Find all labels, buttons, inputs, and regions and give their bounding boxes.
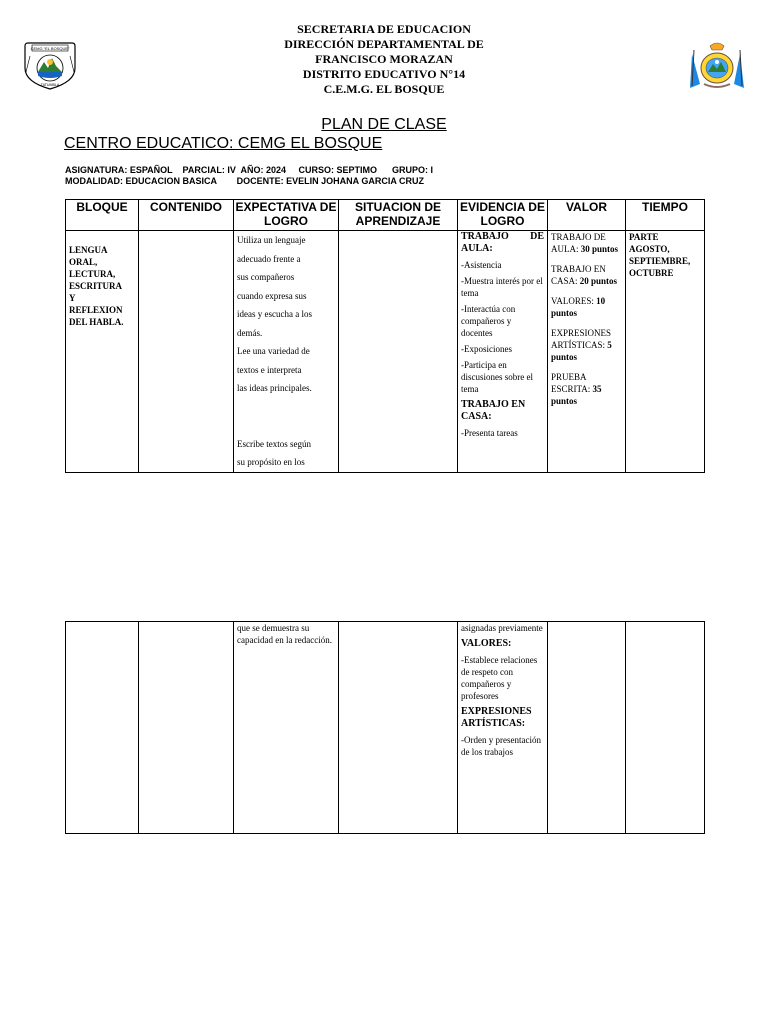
cell-evidencia: [458, 622, 548, 834]
header-evidencia: EVIDENCIA DE LOGRO: [458, 200, 548, 231]
evidencia-item: asignadas previamente: [461, 623, 543, 633]
evidencia-casa-heading: TRABAJO EN CASA:: [461, 399, 526, 422]
tiempo-line: SEPTIEMBRE,: [629, 256, 691, 266]
valor-item: [551, 263, 622, 287]
cell-situacion: [339, 231, 458, 473]
evidencia-item: -Interactúa con compañeros y docentes: [461, 304, 516, 338]
plan-title: PLAN DE CLASE: [321, 116, 447, 133]
header-tiempo: TIEMPO: [626, 200, 705, 231]
valor-points: 5 puntos: [551, 340, 612, 362]
cell-valor: [548, 231, 626, 473]
header-line: C.E.M.G. EL BOSQUE: [323, 82, 445, 96]
header-line: DIRECCIÓN DEPARTAMENTAL DE: [284, 37, 484, 51]
bloque-line: LENGUA: [69, 245, 108, 255]
header-situacion: SITUACION DE APRENDIZAJE: [339, 200, 458, 231]
evidencia-item: -Asistencia: [461, 260, 502, 270]
expectativa-text: que se demuestra su capacidad en la redacción.: [237, 623, 332, 645]
bloque-line: REFLEXION: [69, 305, 123, 315]
header-valor: VALOR: [548, 200, 626, 231]
center-title: CENTRO EDUCATICO: CEMG EL BOSQUE: [64, 135, 383, 152]
header-contenido: CONTENIDO: [139, 200, 234, 231]
cell-bloque: [66, 231, 139, 473]
header-expectativa: EXPECTATIVA DE LOGRO: [234, 200, 339, 231]
evidencia-expresiones-heading: EXPRESIONES ARTÍSTICAS:: [461, 706, 532, 729]
header-line: DISTRITO EDUCATIVO N°14: [302, 67, 466, 81]
valor-points: 10 puntos: [551, 296, 606, 318]
expectativa-line: Lee una variedad de: [237, 346, 310, 356]
expectativa-line: Utiliza un lenguaje: [237, 235, 306, 245]
valor-points: 20 puntos: [579, 276, 618, 286]
cell-expectativa: [234, 231, 339, 473]
valor-item: [551, 371, 622, 407]
evidencia-item: -Establece relaciones de respeto con compañeros y profesores: [461, 655, 538, 701]
cell-tiempo: [626, 622, 705, 834]
bloque-line: ORAL,: [69, 257, 98, 267]
meta-line-modality: MODALIDAD: EDUCACION BASICA DOCENTE: EVELIN JOHANA GARCIA CRUZ: [65, 176, 425, 186]
cell-bloque: [66, 622, 139, 834]
expectativa-line: las ideas principales.: [237, 383, 312, 393]
evidencia-item: -Muestra interés por el tema: [461, 276, 543, 298]
evidencia-valores-heading: VALORES:: [461, 638, 512, 649]
cell-evidencia: [458, 231, 548, 473]
expectativa-line: cuando expresa sus: [237, 290, 307, 301]
cell-valor: [548, 622, 626, 834]
bloque-line: DEL HABLA.: [69, 317, 124, 327]
valor-label: VALORES:: [551, 296, 594, 306]
expectativa-line: sus compañeros: [237, 272, 295, 282]
valor-label: TRABAJO EN CASA:: [551, 264, 606, 286]
bloque-line: ESCRITURA: [69, 281, 123, 291]
meta-line-subject: ASIGNATURA: ESPAÑOL PARCIAL: IV AÑO: 2024 CURSO: SEPTIMO GRUPO: I: [65, 165, 434, 175]
cell-situacion: [339, 622, 458, 834]
valor-label: PRUEBA ESCRITA:: [551, 372, 591, 394]
evidencia-item: -Presenta tareas: [461, 428, 518, 438]
cell-contenido: [139, 231, 234, 473]
evidencia-item: -Participa en discusiones sobre el tema: [461, 360, 533, 394]
expectativa-line: su propósito en los: [237, 457, 305, 467]
evidencia-aula-heading: TRABAJO DE AULA:: [461, 231, 544, 254]
crest-bottom-text: TATUMBLA: [40, 83, 60, 87]
valor-points: 30 puntos: [580, 244, 619, 254]
valor-item: [551, 327, 622, 363]
table-row: [66, 231, 705, 473]
header-line: SECRETARIA DE EDUCACION: [297, 22, 471, 36]
expectativa-line: Escribe textos según: [237, 438, 311, 449]
bloque-line: LECTURA,: [69, 269, 116, 279]
tiempo-line: PARTE: [629, 232, 659, 242]
tiempo-line: AGOSTO,: [629, 244, 670, 254]
cell-contenido: [139, 622, 234, 834]
evidencia-item: -Exposiciones: [461, 344, 512, 354]
table-header-row: [66, 200, 705, 231]
header-bloque: BLOQUE: [66, 200, 139, 231]
valor-item: [551, 231, 622, 255]
plan-table: [65, 199, 705, 473]
expectativa-line: ideas y escucha a los: [237, 309, 312, 319]
expectativa-spacer: [237, 398, 335, 435]
valor-label: EXPRESIONES ARTÍSTICAS:: [551, 328, 612, 350]
cell-tiempo: [626, 231, 705, 473]
school-crest-logo: [22, 42, 78, 90]
valor-item: [551, 295, 622, 319]
plan-table-continued: [65, 621, 705, 834]
expectativa-line: textos e interpreta: [237, 364, 302, 375]
cell-expectativa: [234, 622, 339, 834]
coat-of-arms-logo: [686, 40, 748, 92]
crest-top-text: CEMG “EL BOSQUE”: [30, 46, 70, 51]
expectativa-line: adecuado frente a: [237, 253, 301, 264]
document-header: [0, 22, 768, 97]
bloque-line: Y: [69, 293, 76, 303]
expectativa-line: demás.: [237, 327, 263, 338]
table-row: [66, 622, 705, 834]
header-line: FRANCISCO MORAZAN: [315, 52, 453, 66]
valor-label: TRABAJO DE AULA:: [551, 232, 606, 254]
valor-points: 35 puntos: [551, 384, 602, 406]
tiempo-line: OCTUBRE: [629, 268, 674, 278]
evidencia-item: -Orden y presentación de los trabajos: [461, 735, 541, 757]
